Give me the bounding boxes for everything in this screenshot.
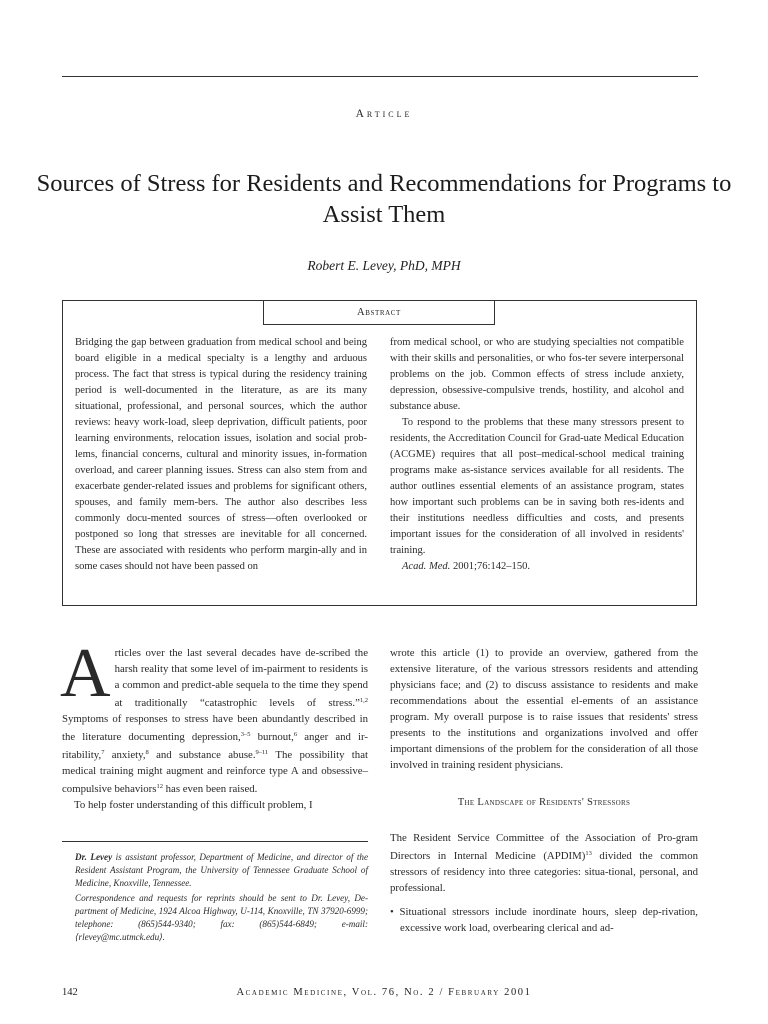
article-type-label: Article bbox=[355, 108, 413, 120]
abstract-paragraph: from medical school, or who are studying specialties not compatible with their skills and personalities, or who fos-ter severe interpersonal problems on the job. Common effects of stress include anxiety, depression, obsessive-compulsive trends, hostility, and alcohol and substance abuse. bbox=[390, 337, 684, 412]
reference-superscript: 9–11 bbox=[255, 749, 269, 756]
bullet-item: • Situational stressors include inordinate hours, sleep dep-rivation, excessive work load, overbearing clerical and ad- bbox=[390, 906, 698, 934]
author-line: Robert E. Levey, PhD, MPH bbox=[307, 258, 461, 273]
journal-footer: Academic Medicine, Vol. 76, No. 2 / February 2001 bbox=[236, 987, 532, 998]
page-number: 142 bbox=[62, 987, 78, 998]
reference-superscript: 8 bbox=[145, 749, 149, 756]
citation-journal: Acad. Med. bbox=[402, 561, 451, 572]
body-paragraph: To help foster understanding of this difficult problem, I bbox=[74, 799, 313, 811]
correspondence-note: Correspondence and requests for reprints should be sent to Dr. Levey, De-partment of Medicine, 1924 Alcoa Highway, U-114, Knoxville, TN 37920-6999; telephone: (865)544-9340; fax: (865)544-6849; e-mail: ⟨rlevey@mc.utmck.edu⟩. bbox=[75, 893, 368, 942]
reference-superscript: 6 bbox=[293, 731, 298, 738]
section-heading: The Landscape of Residents' Stressors bbox=[457, 797, 631, 808]
abstract-right-column bbox=[390, 335, 684, 575]
article-title: Sources of Stress for Residents and Recommendations for Programs to Assist Them bbox=[36, 170, 732, 228]
abstract-paragraph: Bridging the gap between graduation from medical school and being board eligible in a medical specialty is a lengthy and arduous process. The fact that stress is typical during the residency training period is well-documented in the literature, as are its many situational, professional, and personal sources, which the author reviews: heavy work-load, sleep deprivation, difficult patients, poor learning environments, relocation issues, isolation and social prob-lems, financial concerns, cultural and minority issues, in-formation overload, and career planning issues. Stress can also stem from and exacerbate gender-related issues and problems for significant others, spouses, and family mem-bers. The author also describes less commonly docu-mented sources of stress—often overlooked or postponed so long that stresses are inevitable for all concerned. These are associated with residents who perform margin-ally and in some cases should not have been passed on bbox=[75, 337, 367, 572]
body-paragraph: Articles over the last several decades have de-scribed the harsh reality that some level of im-pairment to residents is a common and predict-able sequela to the time they spend at traditionally “catastrophic levels of stress.”$^{1,2}$ Symptoms of responses to stress have been abundantly described in the literature documenting depression,$^{3-5}$ burnout,$^6$ anger and ir-ritability,$^7$ anxiety,$^8$ and substance abuse.$^{9-11}$ The possibility that medical training might augment and reinforce type A and obsessive–compulsive behaviors$^{12}$ has even been raised. bbox=[60, 635, 369, 795]
reference-superscript: 12 bbox=[156, 783, 163, 790]
reference-superscript: 3–5 bbox=[240, 731, 251, 738]
bullet-marker: • bbox=[390, 906, 394, 918]
abstract-label: Abstract bbox=[263, 300, 495, 325]
reference-superscript: 1,2 bbox=[359, 697, 368, 704]
reference-superscript: 13 bbox=[585, 850, 592, 857]
abstract-citation bbox=[390, 559, 684, 575]
body-right-column bbox=[390, 645, 698, 936]
footnote-rule bbox=[62, 841, 368, 842]
body-left-column bbox=[60, 635, 369, 813]
author-footnote bbox=[75, 851, 368, 947]
reference-superscript: 7 bbox=[101, 749, 105, 756]
top-rule bbox=[62, 76, 698, 77]
drop-cap: A bbox=[60, 635, 111, 712]
author-name: Dr. Levey bbox=[75, 852, 113, 862]
body-paragraph: wrote this article (1) to provide an overview, gathered from the extensive literature, of the various stressors residents and attending physicians face; and (2) to discuss assistance to residents and make recommendations about the essential el-ements of an assistance program. My overall purpose is to raise issues that residents' stress presents to the institutions and organizations involved and offer important dimensions of the problem for the consideration of all those involved in training resident physicians. bbox=[390, 647, 698, 771]
abstract-left-column bbox=[75, 335, 367, 575]
author-bio: Dr. Levey is assistant professor, Department of Medicine, and director of the Resident Assistant Program, the University of Tennessee Graduate School of Medicine, Knoxville, Tennessee. bbox=[75, 852, 368, 888]
citation-details: 2001;76:142–150. bbox=[450, 561, 531, 572]
abstract-paragraph: To respond to the problems that these many stressors present to residents, the Accreditation Council for Grad-uate Medical Education (ACGME) requires that all post–medical-school medical training programs make as-sistance services available for all residents. The author outlines essential elements of an assistance program, states how important such problems can be in saving both res-idents and their institutions needless difficulties and costs, and presents important issues for the consideration of all involved in residents' training. bbox=[390, 417, 684, 556]
body-paragraph: The Resident Service Committee of the Association of Pro-gram Directors in Internal Medicine (APDIM)$^{13}$ divided the common stressors of residency into three categories: situa-tional, personal, and professional. bbox=[390, 832, 698, 894]
